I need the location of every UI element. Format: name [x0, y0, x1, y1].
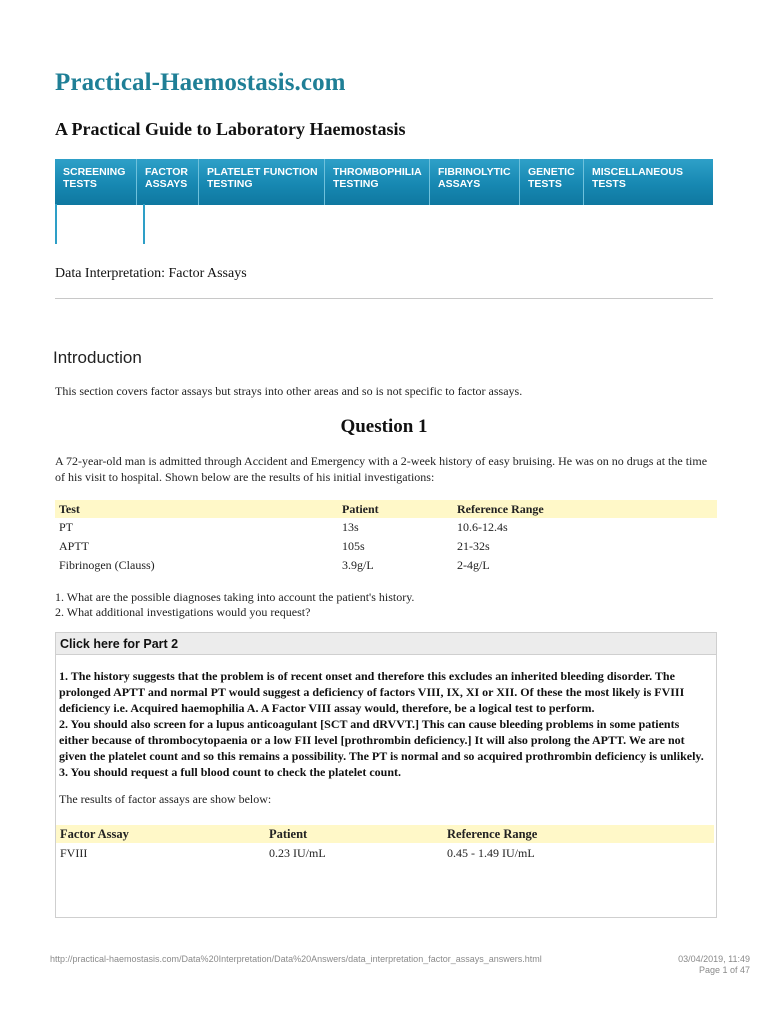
table-row: [55, 518, 717, 537]
introduction-heading: Introduction: [53, 348, 142, 367]
table-cell: 105s: [342, 539, 365, 553]
page-heading: Data Interpretation: Factor Assays: [55, 266, 247, 281]
nav-label-line1: THROMBOPHILIA: [333, 166, 422, 178]
nav-label-line1: FIBRINOLYTIC: [438, 166, 511, 178]
table-cell: 13s: [342, 520, 359, 534]
table-row: [55, 537, 717, 556]
table-cell: Fibrinogen (Clauss): [59, 558, 155, 572]
part2-toggle[interactable]: Click here for Part 2: [56, 633, 716, 655]
table-cell: PT: [59, 520, 74, 534]
table-cell: 3.9g/L: [342, 558, 374, 572]
column-header: Reference Range: [453, 500, 717, 518]
introduction-text: This section covers factor assays but strays into other areas and so is not specific to factor assays.: [55, 384, 523, 398]
nav-miscellaneous-tests[interactable]: [584, 159, 713, 205]
answer-text: [56, 655, 716, 780]
nav-label-line2: ASSAYS: [145, 178, 188, 190]
case-description: A 72-year-old man is admitted through Accident and Emergency with a 2-week history of easy bruising. He was on no drugs at the time of his visit to hospital. Shown below are the results of his initial investigations:: [55, 454, 708, 484]
divider: [55, 298, 713, 299]
nav-label-line1: PLATELET FUNCTION: [207, 166, 318, 178]
nav-factor-assays[interactable]: [137, 159, 199, 205]
print-info: [678, 954, 750, 976]
page-number: Page 1 of 47: [698, 965, 750, 975]
column-header: Factor Assay: [56, 825, 265, 843]
nav-divider: [55, 204, 57, 244]
column-header: Reference Range: [443, 825, 714, 843]
answer-item: 2. You should also screen for a lupus anticoagulant [SCT and dRVVT.] This can cause bleeding problems in some patients either because of thrombocytopaenia or a low FII level [prothrombin deficiency.] It will also prolong the APTT. We are not given the platelet count and so this remains a possibility. The PT is normal and so acquired prothrombin deficiency is unlikely.: [59, 717, 704, 763]
nav-screening-tests[interactable]: [55, 159, 137, 205]
table-cell: APTT: [59, 539, 89, 553]
main-nav: [55, 159, 713, 205]
nav-platelet-function-testing[interactable]: [199, 159, 325, 205]
nav-label-line2: TESTS: [63, 178, 97, 190]
answer-item: 3. You should request a full blood count to check the platelet count.: [59, 765, 402, 779]
part2-panel: [55, 632, 717, 918]
factor-assay-table: [56, 825, 714, 863]
nav-label-line2: TESTING: [207, 178, 253, 190]
question-item: 2. What additional investigations would you request?: [55, 605, 311, 619]
question-item: 1. What are the possible diagnoses taking into account the patient's history.: [55, 590, 415, 604]
table-cell: 0.23 IU/mL: [269, 845, 326, 860]
table-row: [55, 556, 717, 575]
results-table: [55, 500, 717, 575]
column-header: Patient: [338, 500, 453, 518]
table-cell: 2-4g/L: [457, 558, 490, 572]
nav-fibrinolytic-assays[interactable]: [430, 159, 520, 205]
site-subtitle: A Practical Guide to Laboratory Haemostasis: [55, 119, 406, 139]
question-list: [55, 590, 414, 620]
site-title[interactable]: Practical-Haemostasis.com: [55, 69, 346, 96]
column-header: Patient: [265, 825, 443, 843]
nav-label-line2: TESTING: [333, 178, 379, 190]
factor-assay-intro: The results of factor assays are show below:: [59, 792, 272, 806]
answer-item: 1. The history suggests that the problem is of recent onset and therefore this excludes an inherited bleeding disorder. The prolonged APTT and normal PT would suggest a deficiency of factors VIII, IX, XI or XII. Of these the most likely is FVIII deficiency i.e. Acquired haemophilia A. A Factor VIII assay would, therefore, be a logical test to perform.: [59, 669, 685, 715]
nav-genetic-tests[interactable]: [520, 159, 584, 205]
nav-label-line2: ASSAYS: [438, 178, 481, 190]
table-header-row: [55, 500, 717, 518]
column-header: Test: [55, 500, 338, 518]
table-cell: 0.45 - 1.49 IU/mL: [447, 845, 535, 860]
nav-label-line1: MISCELLANEOUS: [592, 166, 684, 178]
nav-thrombophilia-testing[interactable]: [325, 159, 430, 205]
page-url: http://practical-haemostasis.com/Data%20Interpretation/Data%20Answers/data_interpretation_factor_assays_answers.html: [50, 954, 542, 964]
nav-label-line2: TESTS: [528, 178, 562, 190]
nav-label-line1: GENETIC: [528, 166, 575, 178]
table-cell: 10.6-12.4s: [457, 520, 508, 534]
nav-divider: [143, 204, 145, 244]
print-datetime: 03/04/2019, 11:49: [678, 954, 750, 964]
table-cell: 21-32s: [457, 539, 490, 553]
table-header-row: [56, 825, 714, 843]
nav-label-line1: FACTOR: [145, 166, 188, 178]
table-cell: FVIII: [60, 845, 88, 860]
table-row: [56, 843, 714, 863]
question-heading: Question 1: [340, 416, 428, 437]
nav-label-line1: SCREENING: [63, 166, 126, 178]
nav-label-line2: TESTS: [592, 178, 626, 190]
